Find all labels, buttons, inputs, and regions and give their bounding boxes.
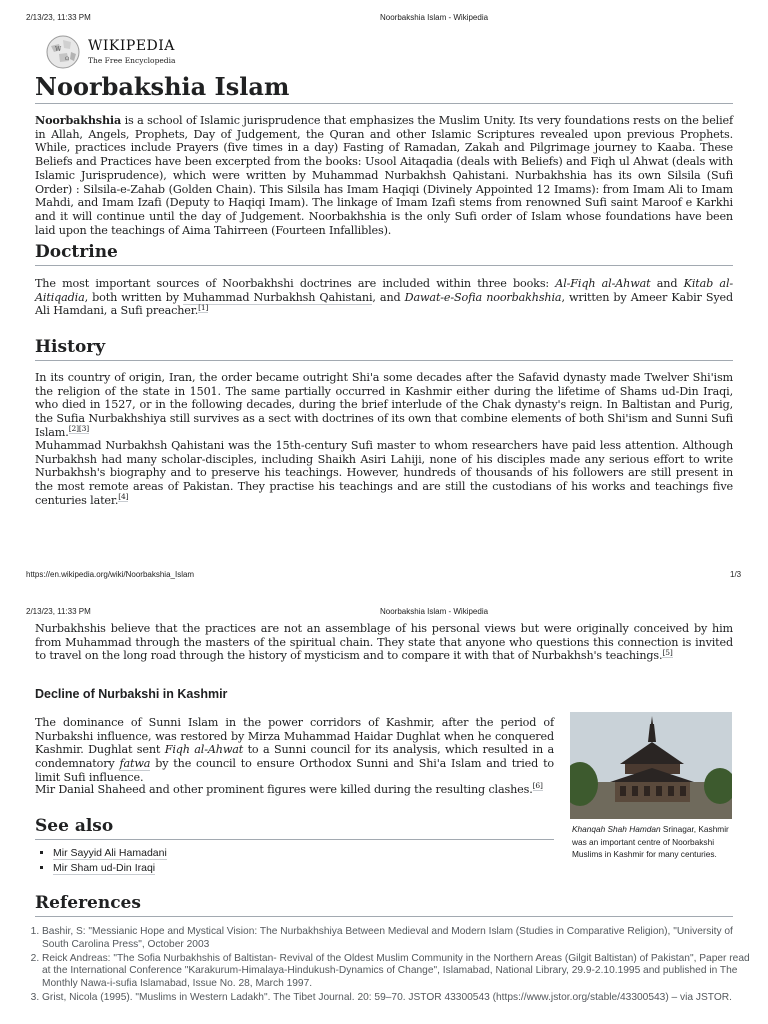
continued-paragraph: [35, 622, 733, 663]
caption-text: Srinagar, Kashmir was an important centre of Noorbakshi Muslims in Kashmir for many centuries.: [572, 824, 729, 859]
decline-paragraph-1: [35, 716, 554, 785]
fatwa-link[interactable]: fatwa: [119, 757, 151, 771]
history-heading: History: [35, 337, 733, 361]
decline-text: The dominance of Sunni Islam in the power corridors of Kashmir, after the period of Nurbakshi influence, was restored by Mirza Muhammad Haidar Dughlat when he conquered Kashmir. Dughlat sent: [35, 716, 554, 757]
history-paragraph-2: [35, 439, 733, 508]
wikipedia-globe-icon[interactable]: [45, 34, 81, 70]
citation-link[interactable]: [1]: [198, 302, 209, 312]
doctrine-text: , both written by: [84, 290, 184, 304]
print-datetime: 2/13/23, 11:33 PM: [26, 607, 91, 616]
see-also-list: [35, 846, 167, 876]
doctrine-book-title: Dawat-e-Sofia noorbakhshia: [404, 290, 562, 304]
wikipedia-tagline: The Free Encyclopedia: [88, 56, 176, 65]
decline-text: to a Sunni council for its analysis, which resulted in a condemnatory: [35, 743, 554, 771]
doctrine-heading: Doctrine: [35, 242, 733, 266]
doctrine-book-link[interactable]: Kitab al-Aitiqadia: [35, 277, 733, 304]
doctrine-text: The most important sources of Noorbakhshi doctrines are included within three books:: [35, 277, 556, 290]
doctrine-text: and: [650, 277, 684, 290]
citation-link[interactable]: [5]: [662, 647, 673, 657]
history-section: [35, 337, 733, 361]
doctrine-section: [35, 242, 733, 266]
citation-link[interactable]: [4]: [118, 492, 129, 502]
decline-paragraph-2: [35, 783, 554, 797]
page-title: Noorbakshia Islam: [35, 72, 733, 104]
print-page-number: 1/3: [730, 570, 742, 579]
doctrine-text: , and: [372, 290, 405, 304]
decline-heading: Decline of Nurbakshi in Kashmir: [35, 687, 228, 701]
history-paragraph-1: [35, 371, 733, 440]
reference-item: 3. Grist, Nicola (1995). "Muslims in Western Ladakh". The Tibet Journal. 20: 59–70. JSTOR 43300543 (https://www.jstor.org/stable/43300543) – via JSTOR.: [42, 992, 755, 1005]
svg-text:Ω: Ω: [65, 56, 70, 62]
intro-paragraph: [35, 114, 733, 237]
history-text: In its country of origin, Iran, the order became outright Shi'a some decades after the Safavid dynasty made Twelver Shi'ism the religion of the state in 1501. The same partially occurred in Kashmir either during the lifetime of Shams ud-Din Iraqi, who died in 1527, or in the following decades, during the brief interlude of the Chak dynasty's reign. In Baltistan and Purig, the Sufia Nurbakhshiya still survives as a sect with doctrines of its own that combine elements of both Shi'ism and Sunni Sufi Islam.: [35, 371, 733, 439]
doctrine-paragraph: [35, 277, 733, 318]
list-item: [53, 846, 167, 861]
references-heading: References: [35, 893, 733, 917]
wikipedia-wordmark: WIKIPEDIA: [88, 38, 175, 54]
khanqah-photo[interactable]: [570, 712, 732, 819]
decline-text: by the council to ensure Orthodox Sunni and Shi'a Islam and tried to limit Sufi influence.: [35, 757, 554, 784]
references-section: [35, 893, 733, 917]
references-list: [20, 926, 755, 1006]
doctrine-book-link[interactable]: Al-Fiqh al-Ahwat: [555, 277, 651, 290]
reference-item: 1. Bashir, S: "Messianic Hope and Mystical Vision: The Nurbakhshiya Between Medieval and Modern Islam (Studies in Comparative Religion), "University of South Carolina Press", October 2003: [42, 926, 755, 952]
list-item: [53, 861, 167, 876]
decline-subsection: [35, 687, 227, 701]
see-also-section: [35, 816, 554, 840]
author-link[interactable]: Muhammad Nurbakhsh Qahistani: [183, 290, 373, 304]
see-also-link[interactable]: Mir Sayyid Ali Hamadani: [53, 847, 167, 859]
print-doc-title: Noorbakshia Islam - Wikipedia: [380, 13, 489, 22]
page-title-block: [35, 72, 733, 104]
print-doc-title: Noorbakshia Islam - Wikipedia: [380, 607, 489, 616]
decline-text: Mir Danial Shaheed and other prominent figures were killed during the resulting clashes.: [35, 783, 533, 796]
print-datetime: 2/13/23, 11:33 PM: [26, 13, 91, 22]
figure-caption: [572, 823, 732, 861]
print-url: https://en.wikipedia.org/wiki/Noorbakshia_Islam: [26, 570, 195, 579]
intro-bold-term: Noorbakhshia: [35, 113, 122, 127]
svg-text:W: W: [55, 46, 62, 53]
see-also-heading: See also: [35, 816, 554, 840]
citation-link[interactable]: [2][3]: [68, 424, 90, 434]
history-text: Muhammad Nurbakhsh Qahistani was the 15th-century Sufi master to whom researchers have paid less attention. Although Nurbakhsh had many scholar-disciples, including Shaikh Asiri Lahiji, none of his disciples made any serious effort to write Nurbakhsh's biography and to preserve his teachings. However, hundreds of thousands of his followers are still present in the most remote areas of Pakistan. They practise his teachings and are still the custodians of his works and teachings five centuries later.: [35, 439, 733, 507]
continued-text: Nurbakhshis believe that the practices are not an assemblage of his personal views but were originally conceived by him from Muhammad through the masters of the spiritual chain. They state that anyone who questions this connection is invited to travel on the long road through the history of mysticism and to compare it with that of Nurbakhsh's teachings.: [35, 622, 733, 663]
reference-item: 2. Reick Andreas: "The Sofia Nurbakhshis of Baltistan- Revival of the Oldest Muslim Community in the Northern Areas (Gilgit Baltistan) of Pakistan", Paper read at the International Conference "Karakurum-Himalaya-Hindukush-Dynamics of Change", Islamabad, National Library, 29.9-2.10.1995 and published in The Monthly Nawa-i-sufia Islamabad, Issue No. 28, March 1997.: [42, 953, 755, 991]
see-also-link[interactable]: Mir Sham ud-Din Iraqi: [53, 862, 156, 874]
decline-book-title: Fiqh al-Ahwat: [164, 743, 244, 757]
caption-italic: Khanqah Shah Hamdan: [572, 824, 661, 834]
intro-text: is a school of Islamic jurisprudence that emphasizes the Muslim Unity. Its very foundations rests on the belief in Allah, Angels, Prophets, Day of Judgement, the Quran and other Islamic Scriptures revealed upon previous Prophets. While, practices include Prayers (five times in a day) Fasting of Ramadan, Zakah and Pilgrimage journey to Kaaba. These Beliefs and Practices have been excerpted from the books: Usool Aitaqadia (deals with Beliefs) and Fiqh ul Ahwat (deals with Islamic Jurisprudence), which were written by Muhammad Nurbakhsh Qahistani. Nurbakhshia has its own Silsila (Sufi Order) : Silsila-e-Zahab (Golden Chain). This Silsila has Imam Haqiqi (Divinely Appointed 12 Imams): from Imam Ali to Imam Mahdi, and Imam Izafi (Deputy to Haqiqi Imam). The linkage of Imam Izafi stems from renowned Sufi saint Maroof e Karkhi and it will continue until the day of Judgement. Noorbakhshia is the only Sufi order of Islam whose foundations have been laid upon the teachings of Aima Tahirreen (Fourteen Infallibles).: [35, 114, 733, 237]
doctrine-text: , written by Ameer Kabir Syed Ali Hamdani, a Sufi preacher.: [35, 290, 734, 318]
citation-link[interactable]: [6]: [532, 781, 543, 791]
